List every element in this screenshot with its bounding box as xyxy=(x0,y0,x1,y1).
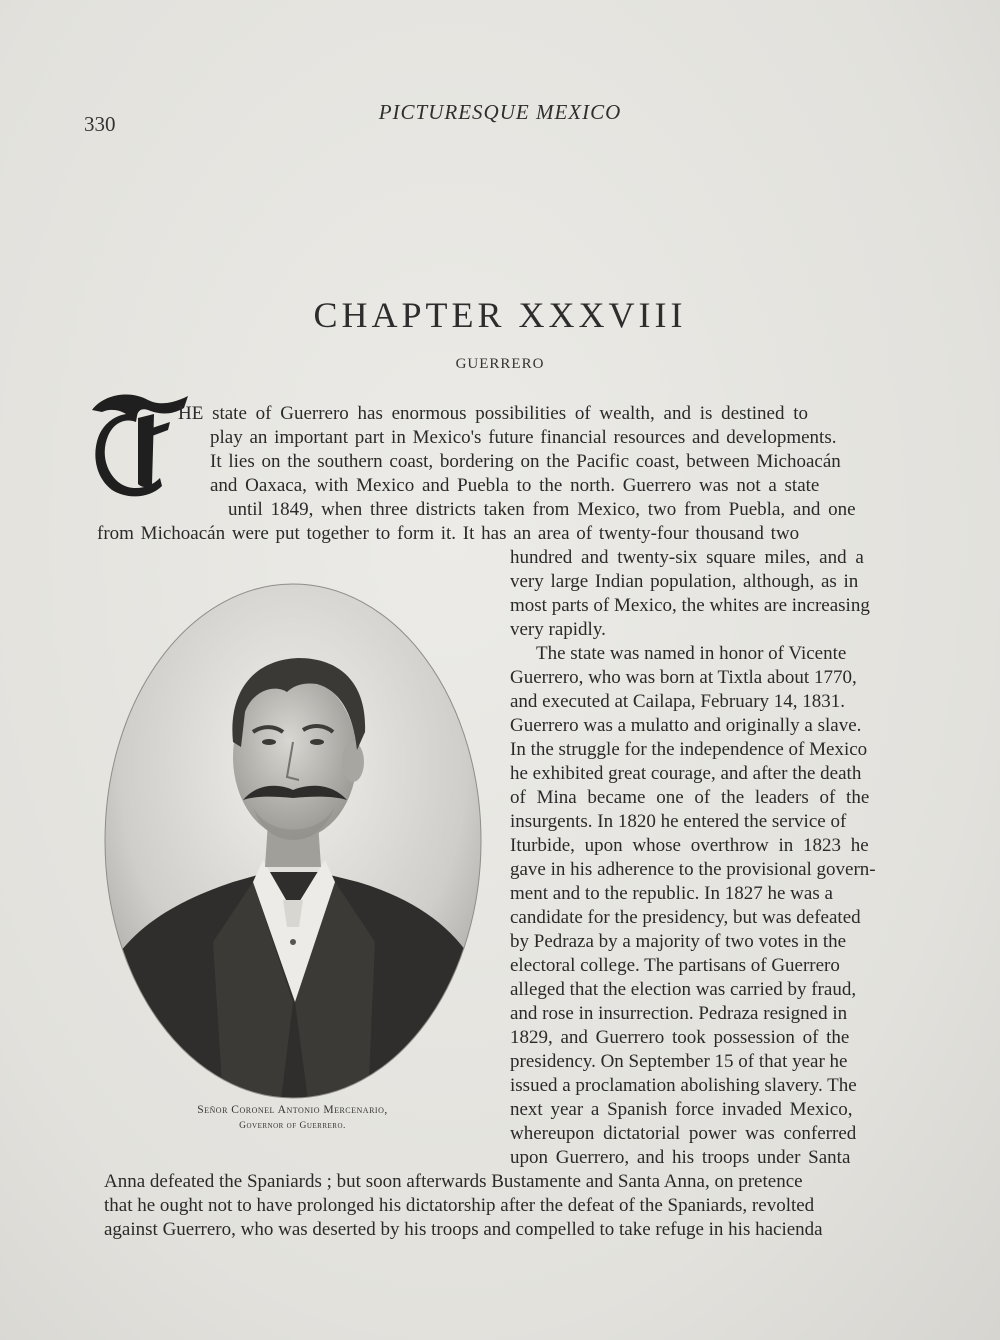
body-line: 1829, and Guerrero took possession of the xyxy=(510,1027,850,1048)
body-line: most parts of Mexico, the whites are increasing xyxy=(510,595,870,616)
body-line: whereupon dictatorial power was conferred xyxy=(510,1123,857,1144)
running-title: PICTURESQUE MEXICO xyxy=(378,100,622,124)
body-line: next year a Spanish force invaded Mexico, xyxy=(510,1099,853,1120)
body-line: very rapidly. xyxy=(510,619,606,640)
page-number: 330 xyxy=(84,112,116,136)
body-line: upon Guerrero, and his troops under Santa xyxy=(510,1147,851,1168)
body-line: he exhibited great courage, and after the death xyxy=(510,763,862,784)
body-line: alleged that the election was carried by fraud, xyxy=(510,979,857,1000)
body-line: and rose in insurrection. Pedraza resigned in xyxy=(510,1003,848,1024)
body-line: against Guerrero, who was deserted by his troops and compelled to take refuge in his hacienda xyxy=(104,1219,823,1240)
figure-caption-title: Governor of Guerrero. xyxy=(239,1121,346,1131)
body-line: by Pedraza by a majority of two votes in the xyxy=(510,931,847,952)
body-line: hundred and twenty-six square miles, and a xyxy=(510,547,864,568)
body-line: that he ought not to have prolonged his dictatorship after the defeat of the Spaniards, revolted xyxy=(104,1195,815,1216)
portrait-image xyxy=(103,582,483,1100)
drop-cap-initial xyxy=(90,388,190,498)
figure-caption-name: Señor Coronel Antonio Mercenario, xyxy=(197,1104,388,1116)
body-line: Iturbide, upon whose overthrow in 1823 he xyxy=(510,835,869,856)
body-line: until 1849, when three districts taken from Mexico, two from Puebla, and one xyxy=(228,499,856,520)
body-line: Anna defeated the Spaniards ; but soon afterwards Bustamente and Santa Anna, on pretence xyxy=(104,1171,803,1192)
chapter-title: CHAPTER XXXVIII xyxy=(313,295,687,335)
body-line: ment and to the republic. In 1827 he was a xyxy=(510,883,833,904)
body-line: from Michoacán were put together to form it. It has an area of twenty-four thousand two xyxy=(97,523,800,544)
body-line: play an important part in Mexico's future financial resources and developments. xyxy=(210,427,837,448)
body-line: gave in his adherence to the provisional govern- xyxy=(510,859,876,880)
body-line: of Mina became one of the leaders of the xyxy=(510,787,870,808)
body-line: insurgents. In 1820 he entered the service of xyxy=(510,811,847,832)
body-line: and executed at Cailapa, February 14, 1831. xyxy=(510,691,846,712)
body-line: presidency. On September 15 of that year he xyxy=(510,1051,848,1072)
body-line: In the struggle for the independence of Mexico xyxy=(510,739,868,760)
body-line: The state was named in honor of Vicente xyxy=(536,643,847,664)
chapter-subtitle: GUERRERO xyxy=(455,356,545,372)
body-line: electoral college. The partisans of Guerrero xyxy=(510,955,840,976)
body-line: candidate for the presidency, but was defeated xyxy=(510,907,861,928)
body-line: It lies on the southern coast, bordering on the Pacific coast, between Michoacán xyxy=(210,451,841,472)
body-line: issued a proclamation abolishing slavery. The xyxy=(510,1075,857,1096)
body-line: Guerrero, who was born at Tixtla about 1770, xyxy=(510,667,857,688)
body-line: HE state of Guerrero has enormous possibilities of wealth, and is destined to xyxy=(178,403,809,424)
body-line: and Oaxaca, with Mexico and Puebla to the north. Guerrero was not a state xyxy=(210,475,820,496)
body-line: very large Indian population, although, as in xyxy=(510,571,859,592)
body-line: Guerrero was a mulatto and originally a slave. xyxy=(510,715,862,736)
